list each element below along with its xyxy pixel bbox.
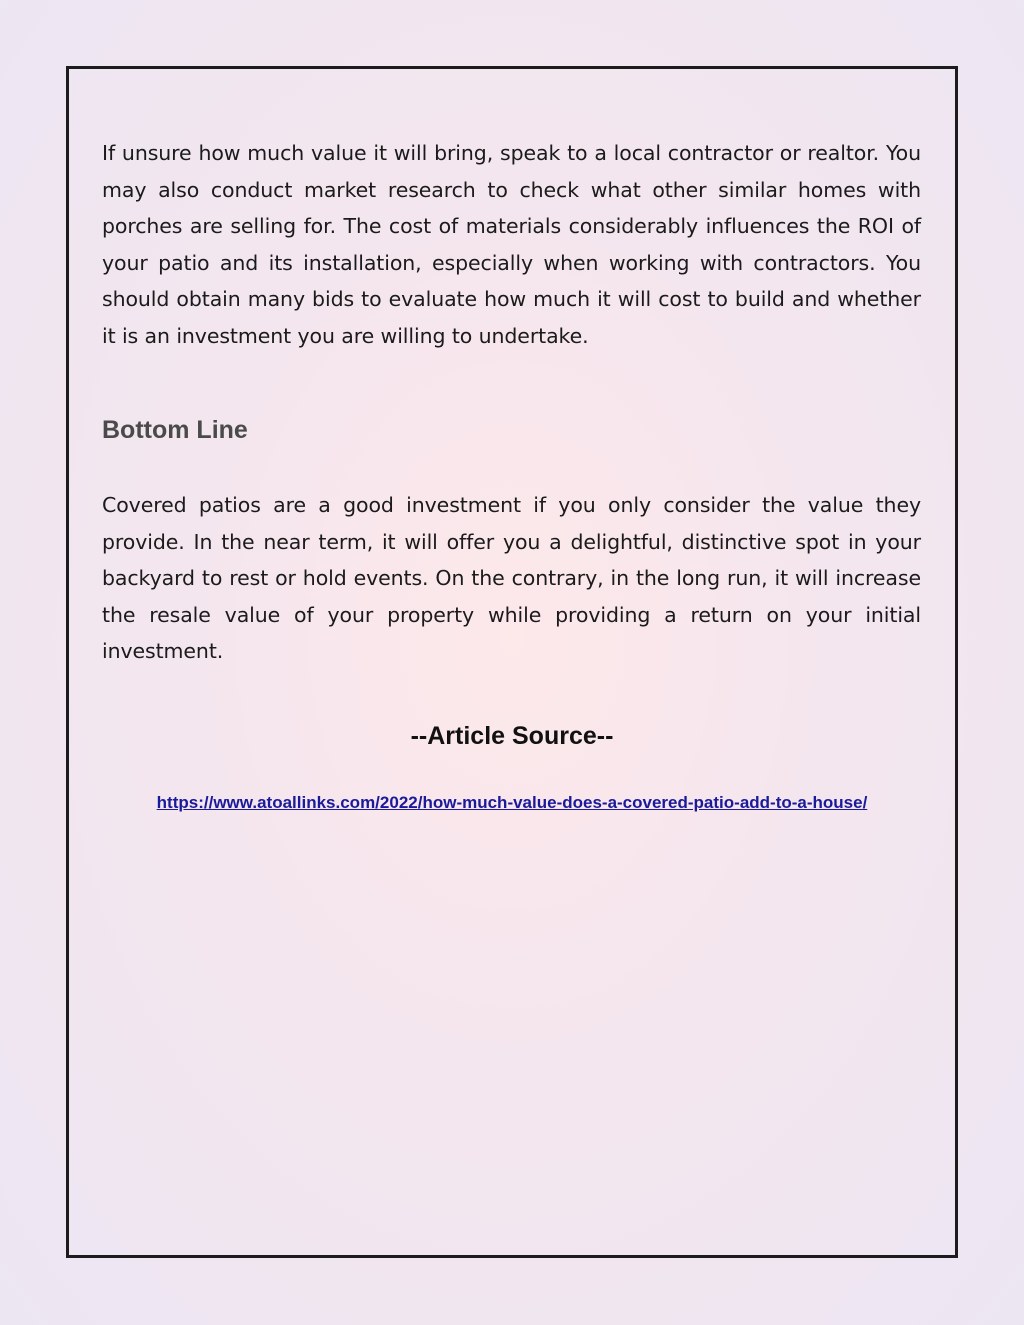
body-paragraph-roi: If unsure how much value it will bring, speak to a local contractor or realtor. You may also conduct market research to check what other similar homes with porches are selling for. The cost of materials considerably influences the ROI of your patio and its installation, especially when working with contractors. You should obtain many bids to evaluate how much it will cost to build and whether it is an investment you are willing to undertake.	[102, 141, 921, 348]
section-heading-bottom-line: Bottom Line	[102, 416, 248, 444]
article-source-link[interactable]: https://www.atoallinks.com/2022/how-much-value-does-a-covered-patio-add-to-a-house/	[156, 793, 868, 812]
body-paragraph-bottom-line: Covered patios are a good investment if you only consider the value they provide. In the near term, it will offer you a delightful, distinctive spot in your backyard to rest or hold events. On the contrary, in the long run, it will increase the resale value of your property while providing a return on your initial investment.	[102, 493, 921, 664]
article-source-heading: --Article Source--	[410, 722, 614, 750]
